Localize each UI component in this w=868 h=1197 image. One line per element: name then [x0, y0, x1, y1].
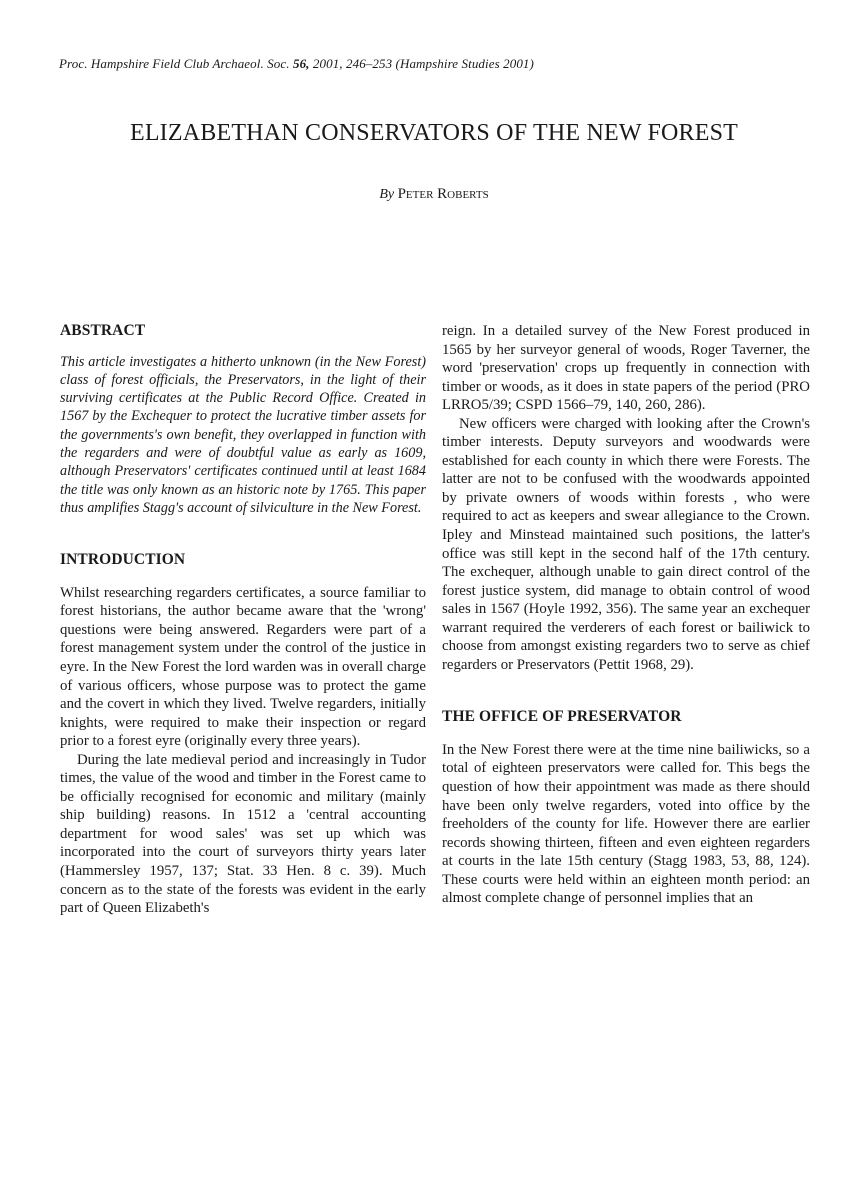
- citation-suffix: 2001, 246–253 (Hampshire Studies 2001): [312, 56, 534, 71]
- journal-citation: [59, 56, 534, 72]
- left-column: [60, 322, 426, 918]
- abstract-heading: ABSTRACT: [60, 322, 146, 339]
- introduction-paragraph-2: During the late medieval period and increasingly in Tudor times, the value of the wood and timber in the Forest came to be officially recognised for economic and military (mainly ship building) reasons. In 1512 a 'central accounting department for wood sales' was set up which was incorporated into the court of surveyors thirty years later (Hammersley 1957, 137; Stat. 33 Hen. 8 c. 39). Much concern as to the state of the forests was evident in the early part of Queen Elizabeth's: [60, 751, 426, 917]
- byline: [0, 186, 868, 203]
- abstract-text: This article investigates a hitherto unknown (in the New Forest) class of forest officials, the Preservators, in the light of their surviving certificates at the Public Record Office. Created in 1567 by the Exchequer to protect the lucrative timber assets for the governments's own benefit, they overlapped in function with the regarders and were of doubtful value as early as 1609, although Preservators' certificates continued until at least 1684 the title was only known as an historic note by 1765. This paper thus amplifies Stagg's account of silviculture in the New Forest.: [60, 353, 426, 516]
- right-column: [442, 322, 810, 908]
- citation-volume: 56,: [292, 56, 310, 71]
- office-heading: THE OFFICE OF PRESERVATOR: [442, 708, 682, 726]
- continued-paragraph: reign. In a detailed survey of the New Forest produced in 1565 by her surveyor general of woods, Roger Taverner, the word 'preservation' crops up frequently in connection with timber or woods, as it does in state papers of the period (PRO LRRO5/39; CSPD 1566–79, 140, 260, 286).: [442, 323, 810, 414]
- citation-prefix: Proc. Hampshire Field Club Archaeol. Soc.: [59, 56, 290, 71]
- author-name: Peter Roberts: [397, 186, 489, 202]
- introduction-heading: INTRODUCTION: [60, 551, 186, 569]
- article-title: ELIZABETHAN CONSERVATORS OF THE NEW FOREST: [129, 120, 739, 146]
- byline-by: By: [379, 187, 395, 202]
- office-paragraph: In the New Forest there were at the time nine bailiwicks, so a total of eighteen preservators were called for. This begs the question of how their appointment was made as there should have been only twelve regarders, voted into office by the freeholders of the county for life. However there are earlier records showing thirteen, fifteen and even eighteen regarders at courts in the late 15th century (Stagg 1983, 53, 88, 124). These courts were held within an eighteen month period: an almost complete change of personnel implies that an: [442, 741, 810, 907]
- paragraph-new-officers: New officers were charged with looking after the Crown's timber interests. Deputy surveyors and woodwards were established for each county in which there were Forests. The latter are not to be confused with the woodwards appointed by private owners of woods within forests , who were required to act as keepers and swear allegiance to the Crown. Ipley and Minstead maintained such positions, the latter's office was still kept in the second half of the 17th century. The exchequer, although unable to gain direct control of the forest justice system, did manage to obtain control of wood sales in 1567 (Hoyle 1992, 356). The same year an exchequer warrant required the verderers of each forest or bailiwick to choose from amongst existing regarders two to serve as chief regarders or Preservators (Pettit 1968, 29).: [442, 415, 810, 673]
- introduction-paragraph-1: Whilst researching regarders certificates, a source familiar to forest historians, the author became aware that the 'wrong' questions were being answered. Regarders were part of a forest management system under the control of the justice in eyre. In the New Forest the lord warden was in overall charge of various officers, whose purpose was to protect the game and the covert in which they lived. Twelve regarders, initially knights, were required to make their inspection or regard prior to a forest eyre (originally every three years).: [60, 584, 426, 750]
